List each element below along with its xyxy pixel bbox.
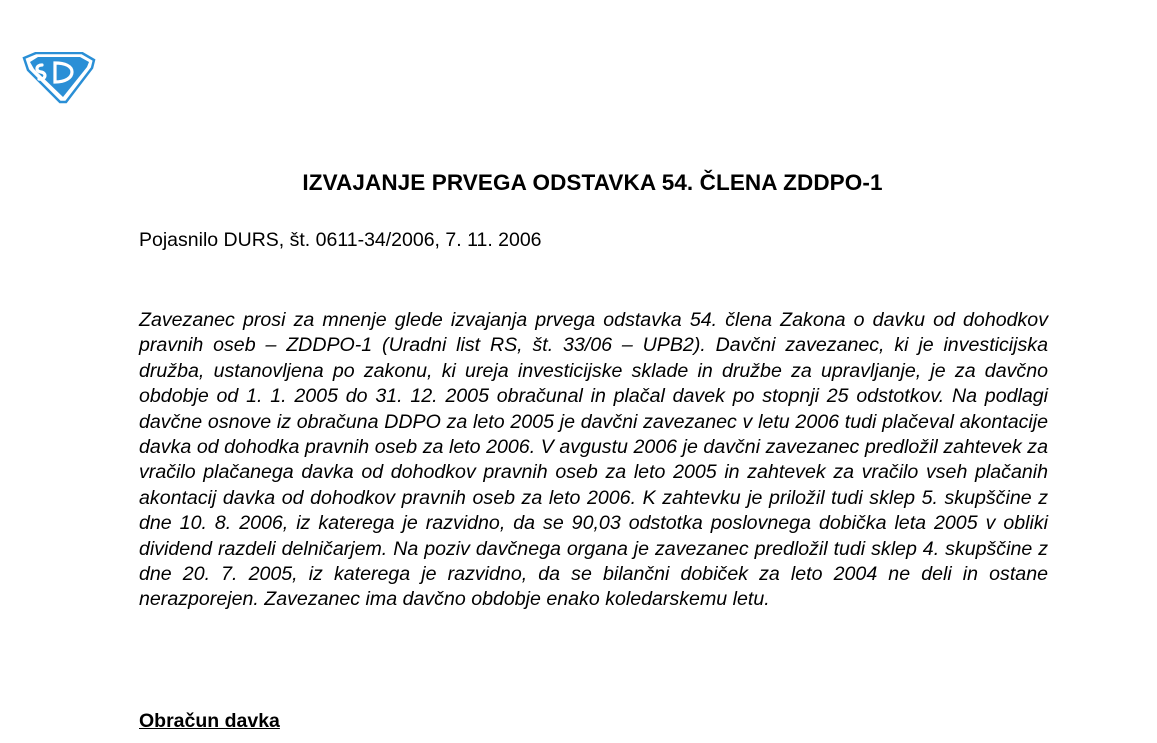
- document-subtitle: Pojasnilo DURS, št. 0611-34/2006, 7. 11. 2006: [139, 229, 542, 251]
- shield-logo-icon: [22, 52, 96, 104]
- company-logo: [22, 52, 96, 104]
- section-heading: Obračun davka: [139, 710, 280, 732]
- body-paragraph: Zavezanec prosi za mnenje glede izvajanja prvega odstavka 54. člena Zakona o davku od dohodkov pravnih oseb – ZDDPO-1 (Uradni list RS, št. 33/06 – UPB2). Davčni zavezanec, ki je investicijska družba, ustanovljena po zakonu, ki ureja investicijske sklade in družbe za upravljanje, je za davčno obdobje od 1. 1. 2005 do 31. 12. 2005 obračunal in plačal davek po stopnji 25 odstotkov. Na podlagi davčne osnove iz obračuna DDPO za leto 2005 je davčni zavezanec v letu 2006 tudi plačeval akontacije davka od dohodka pravnih oseb za leto 2006. V avgustu 2006 je davčni zavezanec predložil zahtevek za vračilo plačanega davka od dohodkov pravnih oseb za leto 2005 in zahtevek za vračilo vseh plačanih akontacij davka od dohodkov pravnih oseb za leto 2006. K zahtevku je priložil tudi sklep 5. skupščine z dne 10. 8. 2006, iz katerega je razvidno, da se 90,03 odstotka poslovnega dobička leta 2005 v obliki dividend razdeli delničarjem. Na poziv davčnega organa je zavezanec predložil tudi sklep 4. skupščine z dne 20. 7. 2005, iz katerega je razvidno, da se bilančni dobiček za leto 2004 ne deli in ostane nerazporejen. Zavezanec ima davčno obdobje enako koledarskemu letu.: [139, 309, 1048, 611]
- document-title: IZVAJANJE PRVEGA ODSTAVKA 54. ČLENA ZDDPO-1: [302, 170, 883, 195]
